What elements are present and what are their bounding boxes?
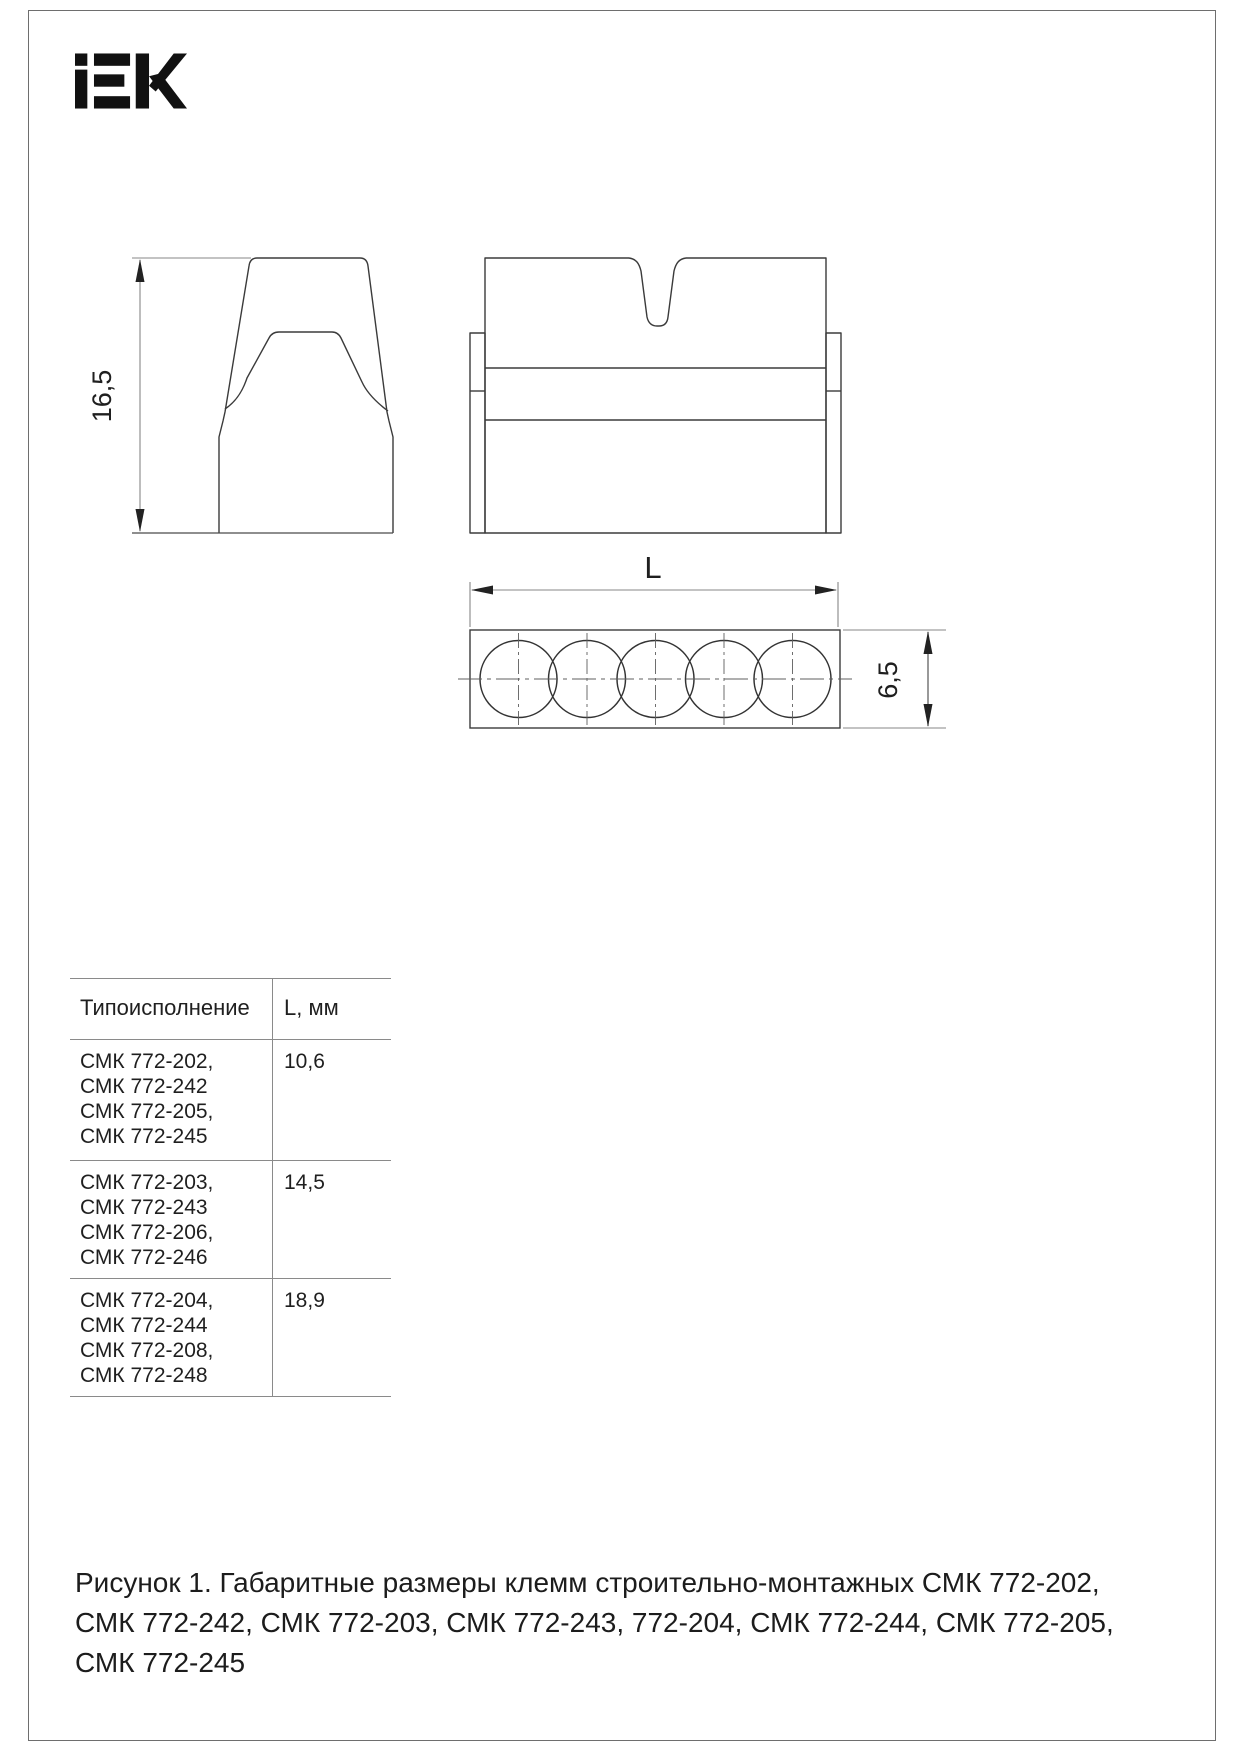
arrow-up-icon	[136, 259, 145, 282]
type-line: СМК 772-243	[80, 1196, 208, 1219]
table-row	[70, 1040, 391, 1161]
figure-caption: Рисунок 1. Габаритные размеры клемм строительно-монтажных СМК 772-202, СМК 772-242, СМК 772-203, СМК 772-243, 772-204, СМК 772-244, СМК 772-205, СМК 772-245	[75, 1567, 1114, 1678]
type-line: СМК 772-206,	[80, 1221, 214, 1244]
top-view	[458, 630, 852, 728]
type-line: СМК 772-244	[80, 1314, 208, 1337]
type-cell	[70, 1279, 272, 1396]
dimension-16-5	[87, 258, 393, 533]
spec-table	[70, 978, 391, 1397]
table-row	[70, 1279, 391, 1397]
side-view-inner-line	[225, 332, 388, 411]
type-line: СМК 772-242	[80, 1075, 208, 1098]
table-row	[70, 1161, 391, 1279]
table-header-l: L, мм	[272, 979, 391, 1039]
front-view-right-tab	[826, 333, 841, 533]
front-view-body	[485, 258, 826, 533]
side-view	[219, 258, 393, 533]
arrow-down-icon	[924, 704, 933, 727]
type-line: СМК 772-246	[80, 1246, 208, 1269]
table-header-row	[70, 979, 391, 1040]
type-cell	[70, 1161, 272, 1278]
front-view-notch	[629, 258, 686, 326]
width-label: 6,5	[873, 661, 903, 699]
top-view-centerlines	[458, 633, 852, 725]
l-value-cell: 18,9	[272, 1279, 391, 1396]
side-view-outline	[219, 258, 393, 533]
length-label: L	[644, 550, 662, 585]
type-line: СМК 772-248	[80, 1364, 208, 1387]
arrow-up-icon	[924, 631, 933, 654]
type-line: СМК 772-208,	[80, 1339, 214, 1362]
technical-drawing	[0, 0, 1243, 780]
type-cell	[70, 1040, 272, 1160]
dimension-L	[470, 550, 838, 627]
l-value-cell: 10,6	[272, 1040, 391, 1160]
arrow-left-icon	[471, 586, 493, 595]
type-line: СМК 772-204,	[80, 1289, 214, 1312]
table-header-type: Типоисполнение	[80, 995, 250, 1020]
dimension-6-5	[843, 630, 946, 728]
l-value-cell: 14,5	[272, 1161, 391, 1278]
arrow-down-icon	[136, 509, 145, 532]
front-view	[470, 258, 841, 533]
type-line: СМК 772-245	[80, 1125, 208, 1148]
front-view-left-tab	[470, 333, 485, 533]
side-height-label: 16,5	[87, 369, 117, 423]
arrow-right-icon	[815, 586, 837, 595]
type-line: СМК 772-205,	[80, 1100, 214, 1123]
type-line: СМК 772-203,	[80, 1171, 214, 1194]
type-line: СМК 772-202,	[80, 1050, 214, 1073]
